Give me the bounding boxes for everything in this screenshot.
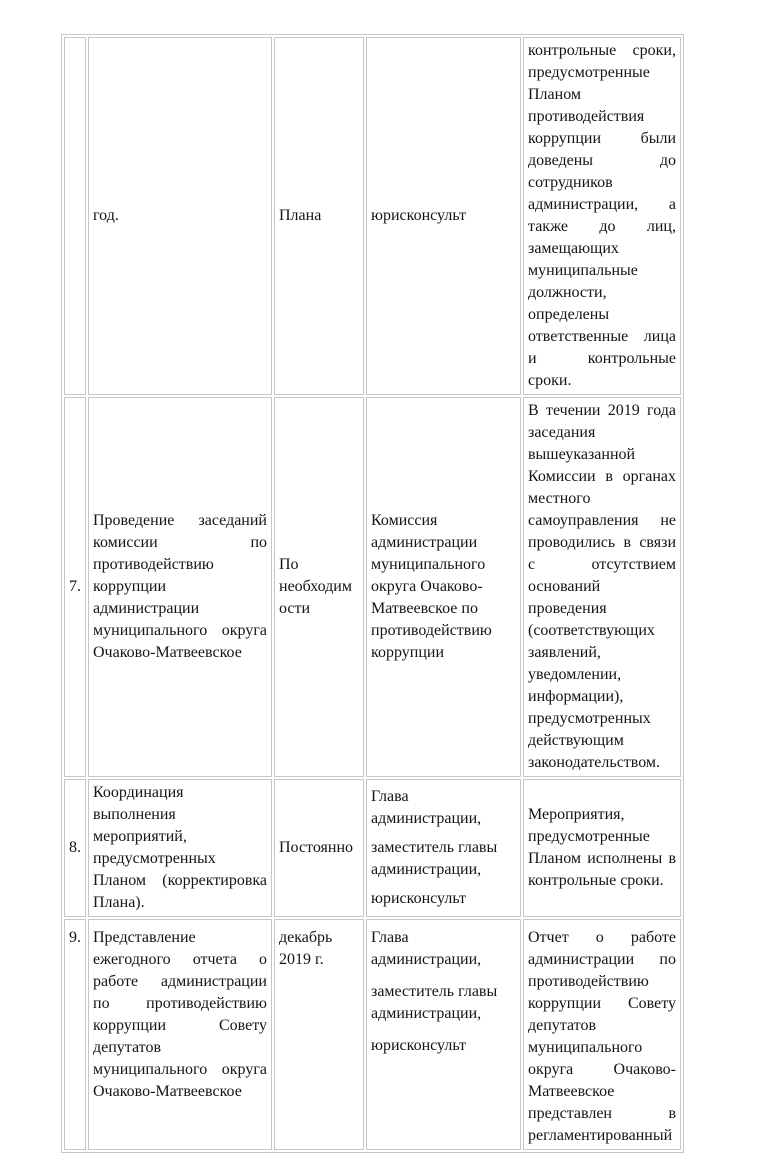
result-cell: Мероприятия, предусмотренные Планом исполнены в контрольные сроки. <box>523 779 681 917</box>
responsible-paragraph: юрисконсульт <box>371 1037 466 1054</box>
row-number-cell <box>64 37 86 395</box>
plan-report-table <box>61 34 684 1153</box>
timing-cell: Плана <box>274 37 364 395</box>
timing-cell: декабрь 2019 г. <box>274 919 364 1150</box>
responsible-paragraph: юрисконсульт <box>371 207 466 224</box>
activity-cell: Координация выполнения мероприятий, предусмотренных Планом (корректировка Плана). <box>88 779 272 917</box>
responsible-paragraph: заместитель главы администрации, <box>371 983 498 1022</box>
activity-cell: год. <box>88 37 272 395</box>
row-number-cell: 9. <box>64 919 86 1150</box>
responsible-paragraph: заместитель главы администрации, <box>371 839 498 878</box>
responsible-paragraph: Глава администрации, <box>371 788 482 827</box>
table-row-7 <box>64 397 681 777</box>
result-cell: Отчет о работе администрации по противодействию коррупции Совету депутатов муниципального округа Очаково-Матвеевское представлен в регламентированный <box>523 919 681 1150</box>
timing-cell: Постоянно <box>274 779 364 917</box>
table-row-9 <box>64 919 681 1150</box>
table-row-8 <box>64 779 681 917</box>
responsible-paragraph: Комиссия администрации муниципального округа Очаково-Матвеевское по противодействию коррупции <box>371 512 492 661</box>
result-cell: контрольные сроки, предусмотренные Планом противодействия коррупции были доведены до сотрудников администрации, а также до лиц, замещающих муниципальные должности, определены ответственные лица и контрольные сроки. <box>523 37 681 395</box>
responsible-cell <box>366 397 521 777</box>
timing-cell: По необходимости <box>274 397 364 777</box>
table-row-continuation <box>64 37 681 395</box>
row-number-cell: 8. <box>64 779 86 917</box>
result-cell: В течении 2019 года заседания вышеуказанной Комиссии в органах местного самоуправления не проводились в связи с отсутствием оснований проведения (соответствующих заявлений, уведомлении, информации), предусмотренных действующим законодательством. <box>523 397 681 777</box>
row-number-cell: 7. <box>64 397 86 777</box>
responsible-cell <box>366 919 521 1150</box>
activity-cell: Представление ежегодного отчета о работе администрации по противодействию коррупции Совету депутатов муниципального округа Очаково-Матвеевское <box>88 919 272 1150</box>
responsible-cell <box>366 779 521 917</box>
responsible-paragraph: юрисконсульт <box>371 890 466 907</box>
responsible-cell <box>366 37 521 395</box>
activity-cell: Проведение заседаний комиссии по противодействию коррупции администрации муниципального округа Очаково-Матвеевское <box>88 397 272 777</box>
responsible-paragraph: Глава администрации, <box>371 929 482 968</box>
